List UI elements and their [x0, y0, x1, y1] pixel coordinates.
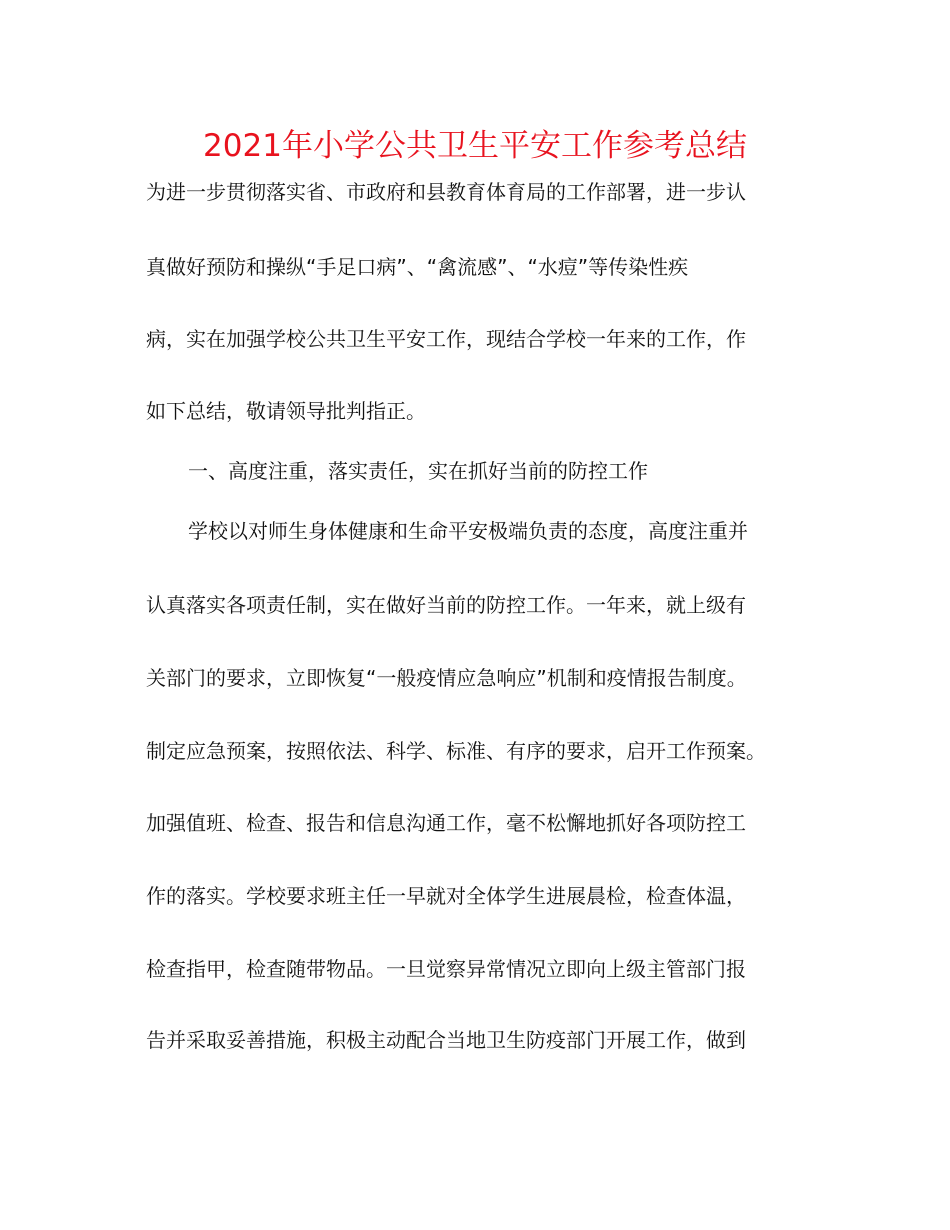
- paragraph-line: 检查指甲，检查随带物品。一旦觉察异常情况立即向上级主管部门报: [146, 957, 746, 981]
- section-heading: 一、高度注重，落实责任，实在抓好当前的防控工作: [188, 459, 648, 483]
- paragraph-line: 关部门的要求，立即恢复“一般疫情应急响应”机制和疫情报告制度。: [146, 666, 747, 690]
- paragraph-line: 制定应急预案，按照依法、科学、标准、有序的要求，启开工作预案。: [146, 739, 766, 763]
- document-title: 2021年小学公共卫生平安工作参考总结: [203, 128, 747, 164]
- paragraph-line: 告并采取妥善措施，积极主动配合当地卫生防疫部门开展工作，做到: [146, 1028, 746, 1052]
- paragraph-line: 作的落实。学校要求班主任一早就对全体学生进展晨检，检查体温，: [146, 884, 746, 908]
- paragraph-line: 加强值班、检查、报告和信息沟通工作，毫不松懈地抓好各项防控工: [146, 811, 746, 835]
- paragraph-line: 认真落实各项责任制，实在做好当前的防控工作。一年来，就上级有: [146, 593, 746, 617]
- paragraph-line: 病，实在加强学校公共卫生平安工作，现结合学校一年来的工作，作: [146, 327, 746, 351]
- paragraph-line: 真做好预防和操纵“手足口病”、“禽流感”、“水痘”等传染性疾: [146, 255, 689, 279]
- paragraph-line: 为进一步贯彻落实省、市政府和县教育体育局的工作部署，进一步认: [146, 180, 746, 204]
- paragraph-line: 如下总结，敬请领导批判指正。: [146, 399, 426, 423]
- paragraph-line: 学校以对师生身体健康和生命平安极端负责的态度，高度注重并: [188, 519, 748, 543]
